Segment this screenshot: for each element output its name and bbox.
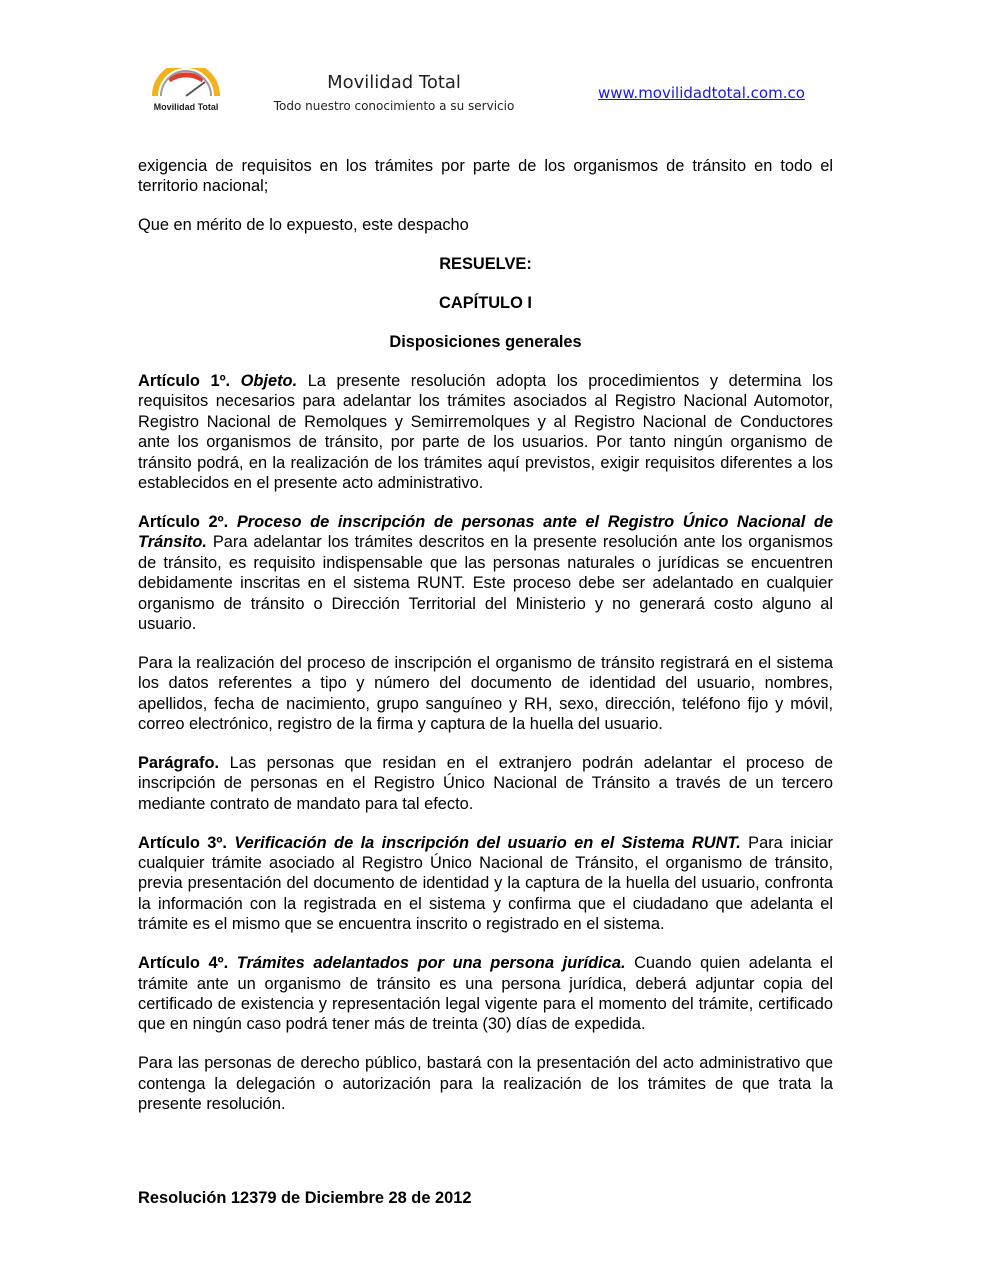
heading-resuelve: RESUELVE: bbox=[439, 255, 532, 274]
heading-disposiciones: Disposiciones generales bbox=[389, 333, 582, 352]
article-2-label: Artículo 2º. bbox=[138, 512, 229, 531]
article-1-text: La presente resolución adopta los procedimientos y determina los requisitos necesarios para adelantar los trámites asociados al Registro Nacional Automotor, Registro Nacional de Remolques y Semirremolques y al Registro Nacional de Conductores ante los organismos de tránsito, por parte de los usuarios. Por tanto ningún organismo de tránsito podrá, en la realización de los trámites aquí previstos, exigir requisitos diferentes a los establecidos en el presente acto administrativo. bbox=[138, 371, 833, 492]
footer-resolucion: Resolución 12379 de Diciembre 28 de 2012 bbox=[138, 1189, 472, 1207]
article-4-label: Artículo 4º. bbox=[138, 954, 229, 973]
paragrafo-label: Parágrafo. bbox=[138, 753, 220, 772]
site-tagline: Todo nuestro conocimiento a su servicio bbox=[273, 99, 515, 113]
article-3 bbox=[138, 833, 833, 935]
svg-text:Movilidad Total: Movilidad Total bbox=[153, 102, 219, 112]
article-1 bbox=[138, 371, 833, 493]
site-url-link[interactable]: www.movilidadtotal.com.co bbox=[598, 84, 805, 102]
article-2-title: Proceso de inscripción de personas ante el Registro Único Nacional de Tránsito. bbox=[138, 512, 833, 552]
paragraph-inscripcion: Para la realización del proceso de inscripción el organismo de tránsito registrará en el sistema los datos referentes a tipo y número del documento de identidad del usuario, nombres, apellidos, fecha de nacimiento, grupo sanguíneo y RH, sexo, dirección, teléfono fijo y móvil, correo electrónico, registro de la firma y captura de la huella del usuario. bbox=[138, 653, 833, 734]
paragrafo-text: Las personas que residan en el extranjero podrán adelantar el proceso de inscripción de personas en el Registro Único Nacional de Tránsito a través de un tercero mediante contrato de mandato para tal efecto. bbox=[138, 753, 833, 813]
article-3-title: Verificación de la inscripción del usuario en el Sistema RUNT. bbox=[234, 833, 741, 852]
article-3-text: Para iniciar cualquier trámite asociado al Registro Único Nacional de Tránsito, el organismo de tránsito, previa presentación del documento de identidad y la captura de la huella del usuario, confronta la información con la registrada en el sistema y confirma que el ciudadano que adelanta el trámite es el mismo que se encuentra inscrito o registrado en el sistema. bbox=[138, 833, 833, 934]
document-body bbox=[138, 156, 833, 1133]
paragraph-exigencia: exigencia de requisitos en los trámites por parte de los organismos de tránsito en todo el territorio nacional; bbox=[138, 157, 833, 196]
paragrafo bbox=[138, 753, 833, 814]
paragraph-derecho-publico: Para las personas de derecho público, bastará con la presentación del acto administrativo que contenga la delegación o autorización para la realización de los trámites de que trata la presente resolución. bbox=[138, 1054, 833, 1114]
article-4-text: Cuando quien adelanta el trámite ante un organismo de tránsito es una persona jurídica, deberá adjuntar copia del certificado de existencia y representación legal vigente para el momento del trámite, certificado que en ningún caso podrá tener más de treinta (30) días de expedida. bbox=[138, 954, 834, 1034]
paragraph-merito: Que en mérito de lo expuesto, este despacho bbox=[138, 216, 469, 235]
heading-capitulo: CAPÍTULO I bbox=[439, 294, 532, 313]
article-4 bbox=[138, 953, 833, 1035]
site-title: Movilidad Total bbox=[327, 72, 461, 93]
article-1-title: Objeto. bbox=[240, 371, 298, 390]
article-2-text: Para adelantar los trámites descritos en la presente resolución ante los organismos de tránsito, es requisito indispensable que las personas naturales o jurídicas se encuentren debidamente inscritas en el sistema RUNT. Este proceso debe ser adelantado en cualquier organismo de tránsito o Dirección Territorial del Ministerio y no generará costo alguno al usuario. bbox=[138, 533, 833, 633]
article-4-title: Trámites adelantados por una persona jurídica. bbox=[236, 954, 626, 973]
article-1-label: Artículo 1º. bbox=[138, 371, 231, 390]
article-3-label: Artículo 3º. bbox=[138, 833, 227, 852]
page-header bbox=[0, 0, 990, 130]
movilidad-total-logo bbox=[145, 68, 227, 118]
article-2 bbox=[138, 512, 833, 634]
